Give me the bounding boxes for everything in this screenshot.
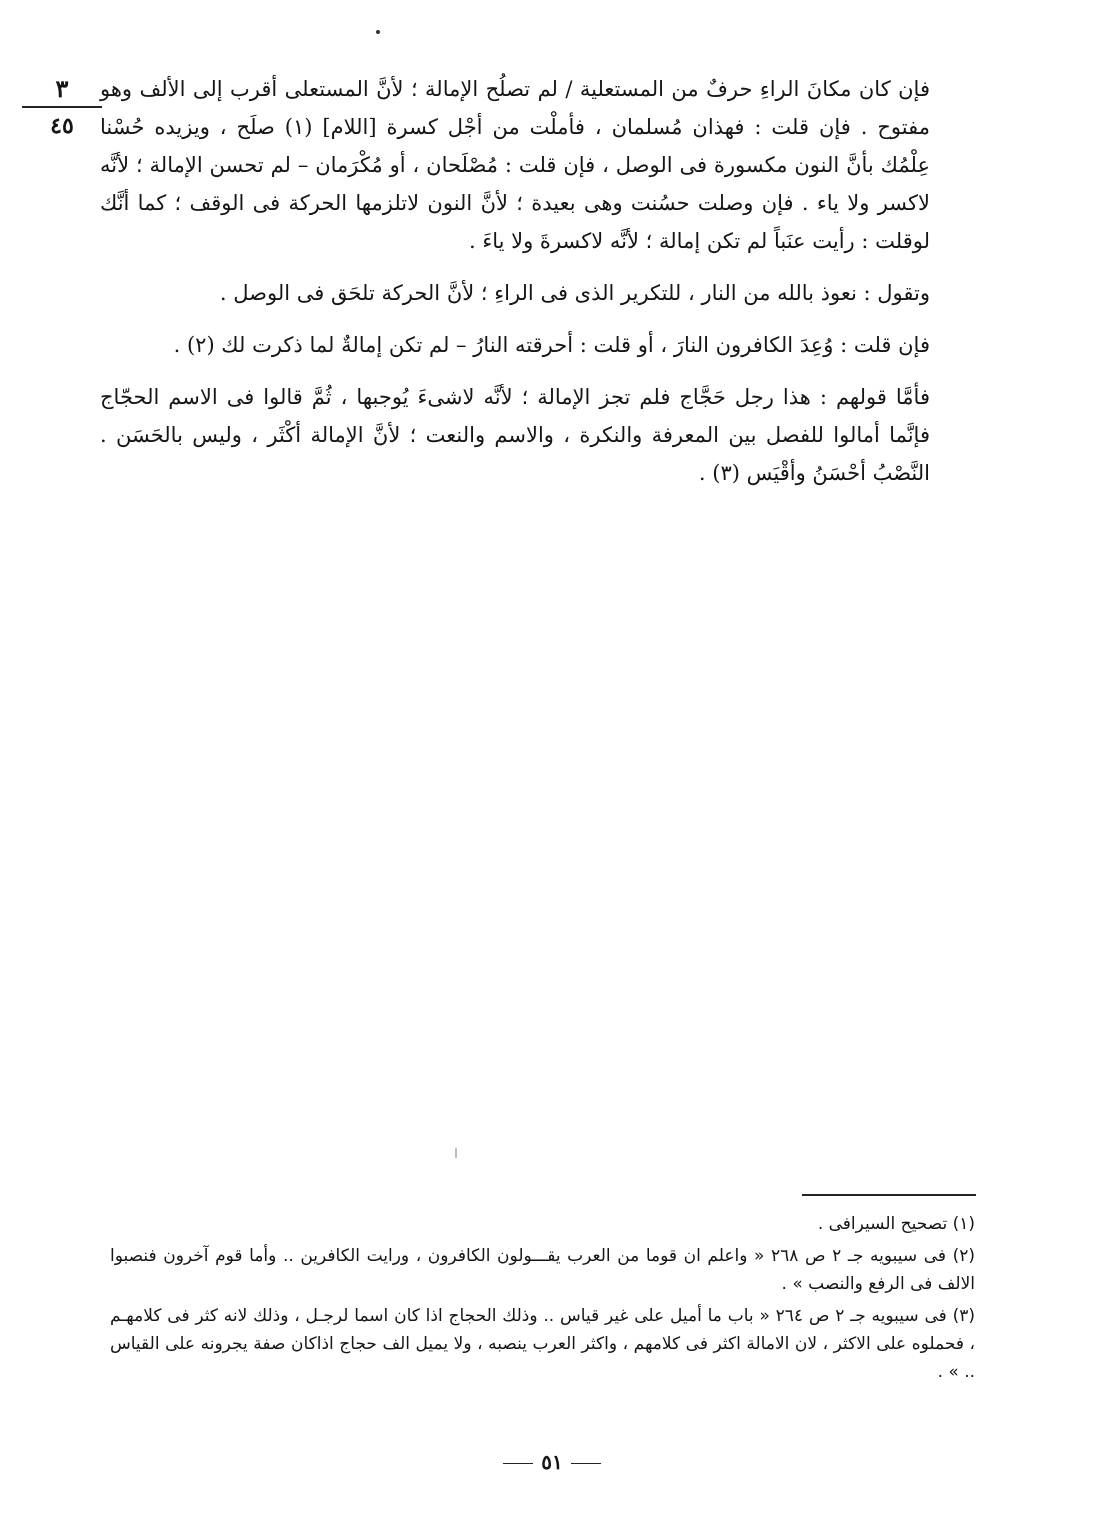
margin-reference-top: ٣ bbox=[22, 74, 102, 108]
margin-page-reference bbox=[22, 74, 102, 140]
page-speck bbox=[376, 30, 380, 34]
main-text bbox=[100, 70, 930, 506]
scan-mark bbox=[455, 1148, 457, 1158]
page-number-dash-right bbox=[571, 1463, 601, 1464]
paragraph-1: فإن كان مكانَ الراءِ حرفٌ من المستعلية / لم تصلُح الإمالة ؛ لأنَّ المستعلى أقرب إلى الألف وهو مفتوح . فإن قلت : فهذان مُسلمان ، فأملْت من أجْل كسرة [اللام] (١) صلَح ، ويزيده حُسْنا عِلْمُك بأنَّ النون مكسورة فى الوصل ، فإن قلت : مُصْلَحان ، أو مُكْرَمان – لم تحسن الإمالة ؛ لأنَّه لاكسر ولا ياء . فإن وصلت حسُنت وهى بعيدة ؛ لأنَّ النون لاتلزمها الحركة فى الوقف ؛ كما أنَّك لوقلت : رأيت عنَباً لم تكن إمالة ؛ لأنَّه لاكسرةَ ولا ياءَ . bbox=[100, 77, 930, 253]
page-number bbox=[492, 1450, 612, 1474]
margin-reference-bottom: ٤٥ bbox=[50, 113, 74, 139]
page-number-value: ٥١ bbox=[541, 1450, 563, 1474]
footnotes bbox=[110, 1210, 975, 1390]
footnote-1: (١) تصحيح السيرافى . bbox=[817, 1214, 975, 1234]
paragraph-2: وتقول : نعوذ بالله من النار ، للتكرير الذى فى الراءِ ؛ لأنَّ الحركة تلحَق فى الوصل . bbox=[219, 281, 930, 305]
footnote-2: (٢) فى سيبويه جـ ٢ ص ٢٦٨ « واعلم ان قوما من العرب يقـــولون الكافرون ، ورايت الكافرين .. وأما قوم آخرون فنصبوا الالف فى الرفع والنصب » . bbox=[110, 1246, 975, 1294]
footnote-3: (٣) فى سيبويه جـ ٢ ص ٢٦٤ « باب ما أميل على غير قياس .. وذلك الحجاج اذا كان اسما لرجـل ، وذلك لانه كثر فى كلامهـم ، فحملوه على الاكثر ، لان الامالة اكثر فى كلامهم ، واكثر العرب ينصبه ، ولا يميل الف حجاج اذاكان صفة يجرونه على القياس .. » . bbox=[110, 1306, 975, 1382]
paragraph-4: فأمَّا قولهم : هذا رجل حَجَّاج فلم تجز الإمالة ؛ لأنَّه لاشىءَ يُوجبها ، ثُمَّ قالوا فى الاسم الحجّاج فإنَّما أمالوا للفصل بين المعرفة والنكرة ، والاسم والنعت ؛ لأنَّ الإمالة أكْثَر ، وليس بالحَسَن . النَّصْبُ أحْسَنُ وأقْيَس (٣) . bbox=[100, 385, 930, 485]
page-number-dash-left bbox=[503, 1463, 533, 1464]
footnote-separator bbox=[802, 1194, 976, 1196]
paragraph-3: فإن قلت : وُعِدَ الكافرون النارَ ، أو قلت : أحرقته النارُ – لم تكن إمالةٌ لما ذكرت لك (٢) . bbox=[173, 333, 930, 357]
